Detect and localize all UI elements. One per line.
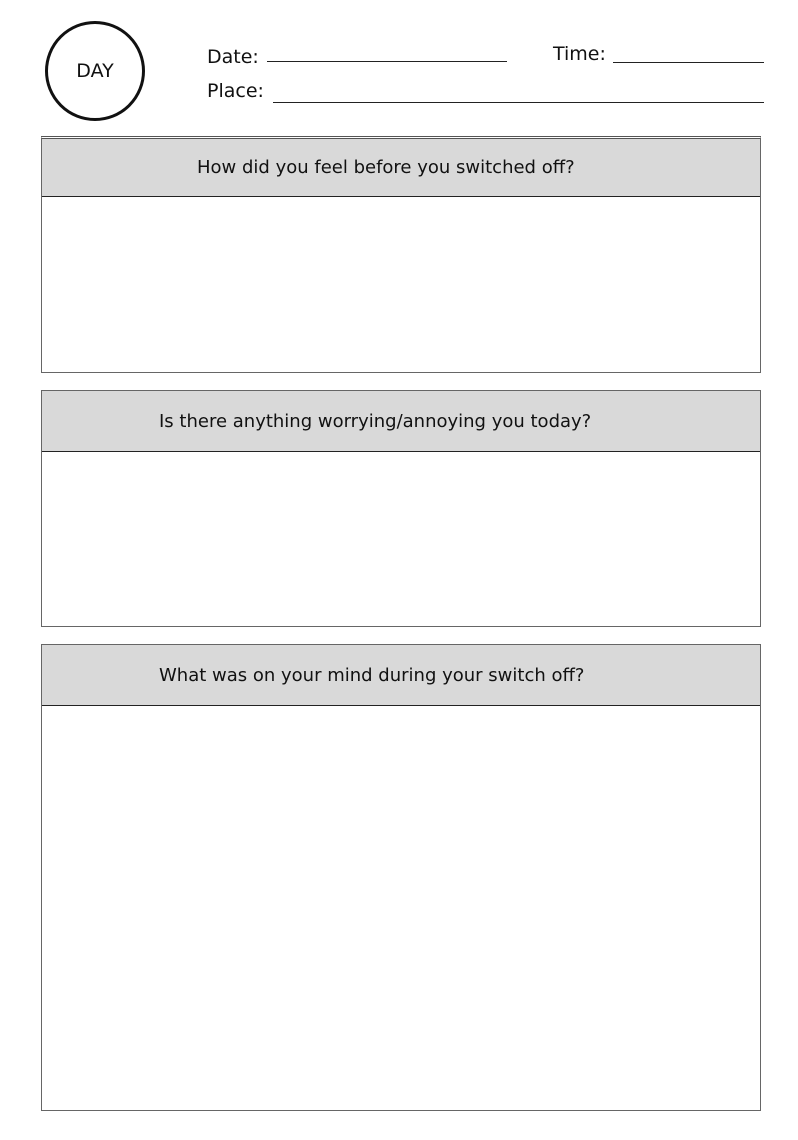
section-question: How did you feel before you switched off? xyxy=(197,157,575,178)
section-question: What was on your mind during your switch off? xyxy=(159,664,585,686)
time-label: Time: xyxy=(553,43,606,65)
section-feel-before xyxy=(41,136,761,373)
section-mind-during xyxy=(41,644,761,1111)
date-label: Date: xyxy=(207,46,259,68)
date-field[interactable] xyxy=(267,61,507,62)
section-worrying xyxy=(41,390,761,627)
day-label: DAY xyxy=(76,60,114,82)
answer-area-mind-during[interactable] xyxy=(42,706,760,1110)
section-question: Is there anything worrying/annoying you today? xyxy=(159,410,592,432)
time-field[interactable] xyxy=(613,62,764,63)
section-header xyxy=(42,139,760,197)
section-header xyxy=(42,391,760,452)
answer-area-worrying[interactable] xyxy=(42,452,760,626)
section-header xyxy=(42,645,760,706)
place-field[interactable] xyxy=(273,102,764,103)
answer-area-feel-before[interactable] xyxy=(42,197,760,372)
place-label: Place: xyxy=(207,80,264,102)
day-circle xyxy=(45,21,145,121)
